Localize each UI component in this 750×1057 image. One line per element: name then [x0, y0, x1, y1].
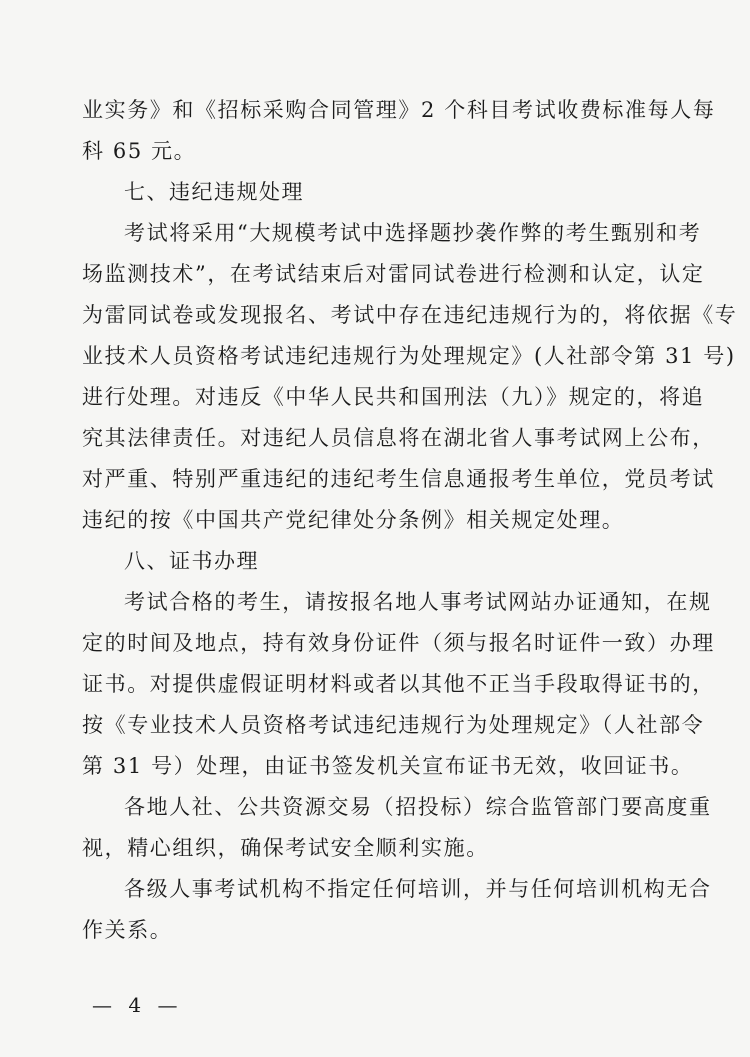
- paragraph-line: 作关系。: [82, 918, 173, 942]
- paragraph-line: 科 65 元。: [82, 139, 197, 163]
- page-number: — 4 —: [92, 993, 183, 1017]
- paragraph-line: 业实务》和《招标采购合同管理》2 个科目考试收费标准每人每: [82, 98, 716, 122]
- paragraph-line: 各地人社、公共资源交易（招投标）综合监管部门要高度重: [124, 795, 712, 819]
- paragraph-line: 考试将采用“大规模考试中选择题抄袭作弊的考生甄别和考: [124, 221, 702, 245]
- paragraph-line: 场监测技术”，在考试结束后对雷同试卷进行检测和认定，认定: [82, 262, 705, 286]
- paragraph-line: 为雷同试卷或发现报名、考试中存在违纪违规行为的，将依据《专: [82, 303, 738, 327]
- paragraph-line: 业技术人员资格考试违纪违规行为处理规定》(人社部令第 31 号): [82, 344, 736, 368]
- paragraph-line: 第 31 号）处理，由证书签发机关宣布证书无效，收回证书。: [82, 754, 694, 778]
- paragraph-line: 究其法律责任。对违纪人员信息将在湖北省人事考试网上公布，: [82, 426, 715, 450]
- paragraph-line: 定的时间及地点，持有效身份证件（须与报名时证件一致）办理: [82, 631, 715, 655]
- paragraph-line: 按《专业技术人员资格考试违纪违规行为处理规定》（人社部令: [82, 713, 705, 737]
- paragraph-line: 证书。对提供虚假证明材料或者以其他不正当手段取得证书的，: [82, 672, 715, 696]
- paragraph-line: 各级人事考试机构不指定任何培训，并与任何培训机构无合: [124, 877, 712, 901]
- section-heading: 八、证书办理: [124, 549, 259, 573]
- paragraph-line: 考试合格的考生，请按报名地人事考试网站办证通知，在规: [124, 590, 712, 614]
- paragraph-line: 进行处理。对违反《中华人民共和国刑法（九）》规定的，将追: [82, 385, 705, 409]
- paragraph-line: 违纪的按《中国共产党纪律处分条例》相关规定处理。: [82, 508, 625, 532]
- paragraph-line: 对严重、特别严重违纪的违纪考生信息通报考生单位，党员考试: [82, 467, 715, 491]
- paragraph-line: 视，精心组织，确保考试安全顺利实施。: [82, 836, 489, 860]
- section-heading: 七、违纪违规处理: [124, 180, 304, 204]
